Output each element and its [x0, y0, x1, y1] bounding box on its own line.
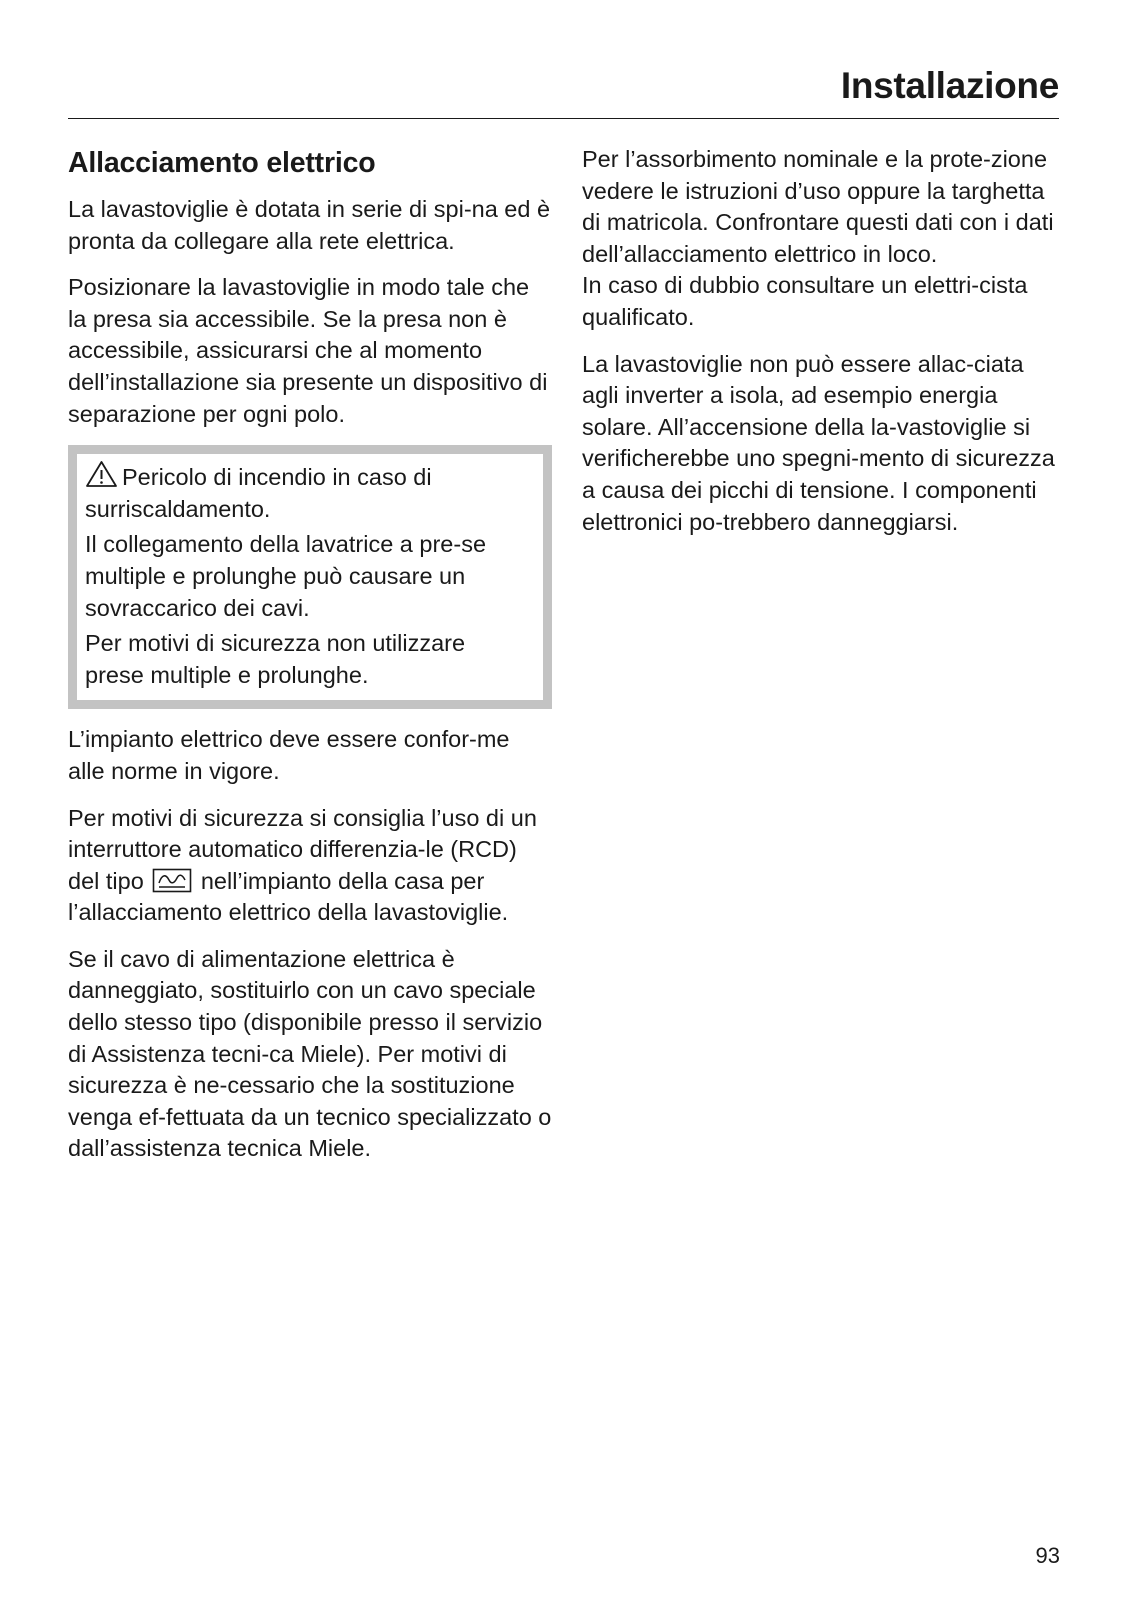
paragraph-inverter: La lavastoviglie non può essere allac-ciata agli inverter a isola, ad esempio energia solare. All’accensione della la-vastoviglie si verificherebbe uno spegni-mento di sicurezza a causa dei picchi di tensione. I componenti elettronici po-trebbero danneggiarsi. [582, 350, 1055, 535]
paragraph-norms: L’impianto elettrico deve essere confor-me alle norme in vigore. [68, 726, 510, 784]
paragraph-cable: Se il cavo di alimentazione elettrica è danneggiato, sostituirlo con un cavo speciale dello stesso tipo (disponibile presso il servizio di Assistenza tecni-ca Miele). Per motivi di sicurezza è ne-cessario che la sostituzione venga ef-fettuata da un tecnico specializzato o dall’assistenza tecnica Miele. [68, 945, 552, 1162]
paragraph-nominal-power: Per l’assorbimento nominale e la prote-zione vedere le istruzioni d’uso oppure la targhetta di matricola. Confrontare questi dati con i dati dell’allacciamento elettrico in loco. [582, 146, 1054, 267]
right-column [582, 144, 1062, 553]
rcd-type-symbol-icon [152, 868, 192, 893]
rcd-text-after: nell’impianto della casa per l’allacciamento elettrico della lavastoviglie. [68, 867, 509, 926]
warning-triangle-icon [85, 460, 118, 488]
paragraph-electrician: In caso di dubbio consultare un elettri-cista qualificato. [582, 272, 1028, 330]
left-column [68, 144, 552, 1180]
page-title: Installazione [840, 65, 1059, 106]
paragraph-plug: La lavastoviglie è dotata in serie di spi-na ed è pronta da collegare alla rete elettrica. [68, 196, 551, 254]
paragraph-rcd [68, 803, 552, 929]
warning-text-overload: Il collegamento della lavatrice a pre-se multiple e prolunghe può causare un sovraccarico dei cavi. [85, 531, 487, 621]
rcd-text-before: Per motivi di sicurezza si consiglia l’uso di un interruttore automatico differenzia-le (RCD) del tipo [68, 804, 537, 894]
warning-box [68, 445, 552, 709]
page-number: 93 [1035, 1543, 1060, 1568]
paragraph-socket-access: Posizionare la lavastoviglie in modo tale che la presa sia accessibile. Se la presa non è accessibile, assicurarsi che al momento dell’installazione sia presente un dispositivo di separazione per ogni polo. [68, 274, 548, 427]
page-header [68, 62, 1059, 119]
warning-title-line [85, 460, 529, 525]
section-heading: Allacciamento elettrico [68, 147, 376, 179]
warning-title: Pericolo di incendio in caso di surriscaldamento. [85, 464, 432, 522]
warning-text-advice: Per motivi di sicurezza non utilizzare prese multiple e prolunghe. [85, 630, 466, 688]
